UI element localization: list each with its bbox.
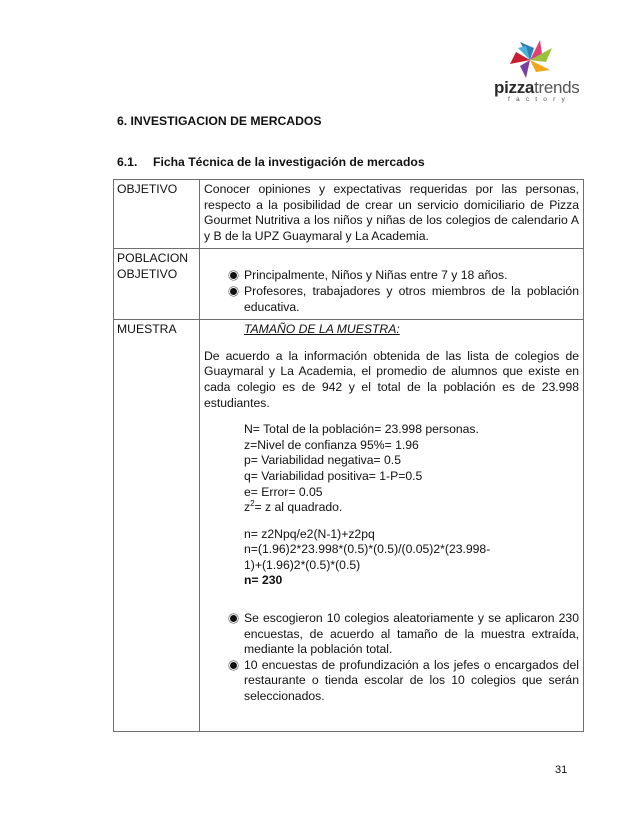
poblacion-list: [204, 268, 579, 315]
list-item: Se escogieron 10 colegios aleatoriamente y se aplicaron 230 encuestas, de acuerdo al tamaño de la muestra extraída, mediante la población total.: [232, 611, 579, 658]
formula-block: [204, 422, 579, 589]
muestra-list: [204, 611, 579, 705]
ficha-tecnica-table: [113, 179, 584, 732]
list-item: Principalmente, Niños y Niñas entre 7 y 18 años.: [232, 268, 579, 284]
muestra-paragraph: De acuerdo a la información obtenida de las lista de colegios de Guaymaral y La Academia, el promedio de alumnos que existe en cada colegio es de 942 y el total de la población es de 23.998 estudiantes.: [204, 348, 579, 410]
logo-wordmark: pizzatrends: [494, 78, 580, 97]
bullet-icon: [230, 615, 237, 622]
logo-pinwheel-icon: [490, 38, 580, 80]
formula-line: q= Variabilidad positiva= 1-P=0.5: [244, 468, 423, 483]
muestra-heading: TAMAÑO DE LA MUESTRA:: [244, 322, 400, 337]
section-title: 6. INVESTIGACION DE MERCADOS: [117, 114, 322, 128]
sample-result: n= 230: [244, 573, 283, 588]
label-muestra: MUESTRA: [114, 320, 200, 731]
row-poblacion: [114, 249, 584, 320]
muestra-cell: [200, 320, 584, 731]
subsection-title: [117, 155, 425, 169]
objetivo-text: Conocer opiniones y expectativas requeridas por las personas, respecto a la posibilidad de crear un servicio domiciliario de Pizza Gourmet Nutritiva a los niños y niñas de los colegios de calendario A y B de la UPZ Guaymaral y La Academia.: [200, 180, 584, 249]
list-item: 10 encuestas de profundización a los jefes o encargados del restaurante o tienda escolar de los 10 colegios que serán seleccionados.: [232, 658, 579, 705]
row-muestra: [114, 320, 584, 731]
label-objetivo: OBJETIVO: [114, 180, 200, 249]
bullet-icon: [230, 662, 237, 669]
formula-line: e= Error= 0.05: [244, 484, 323, 499]
formula-line: p= Variabilidad negativa= 0.5: [244, 453, 401, 468]
logo-subtitle: factory: [508, 96, 571, 103]
row-objetivo: [114, 180, 584, 249]
formula-line-z2: $z^2= z$ al quadrado.: [244, 499, 343, 515]
list-item: Profesores, trabajadores y otros miembros de la población educativa.: [232, 284, 579, 315]
subsection-text: Ficha Técnica de la investigación de mercados: [153, 155, 425, 169]
formula-line: z=Nivel de confianza 95%= 1.96: [244, 437, 419, 452]
calc-line: 1)+(1.96)2*(0.5)*(0.5): [244, 557, 361, 572]
subsection-number: 6.1.: [117, 155, 138, 169]
poblacion-cell: [200, 249, 584, 320]
bullet-icon: [230, 288, 237, 295]
formula-line: N= Total de la población= 23.998 personas.: [244, 422, 479, 437]
page-number: 31: [555, 764, 568, 776]
label-poblacion: POBLACION OBJETIVO: [114, 249, 200, 320]
calc-line: n=(1.96)2*23.998*(0.5)*(0.5)/(0.05)2*(23.998-: [244, 542, 491, 557]
bullet-icon: [230, 272, 237, 279]
calc-line: n= z2Npq/e2(N-1)+z2pq: [244, 526, 375, 541]
